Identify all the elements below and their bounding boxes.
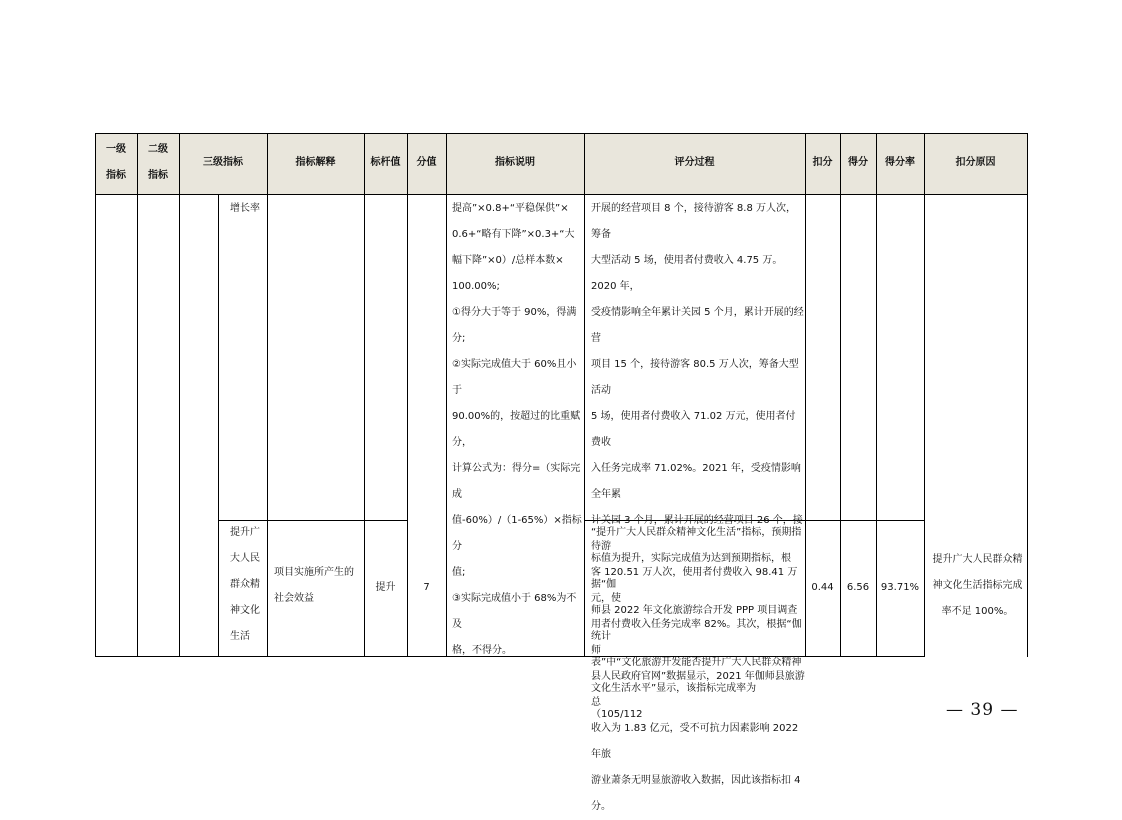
col-border-12 — [924, 133, 925, 657]
header-deduct: 扣分 — [812, 157, 833, 168]
header-reason: 扣分原因 — [955, 157, 996, 168]
row2-scoring-process: “提升广大人民群众精神文化生活”指标，预期指 标值为提升，实际完成值为达到预期指标，根据“伽 师县 2022 年文化旅游综合开发 PPP 项目调查统计 表”中“文化旅游开发能否提升广大人民群众精神 文化生活水平”显示，该指标完成率为（105/112 — [591, 527, 802, 720]
header-explain: 指标解释 — [295, 157, 336, 168]
header-score: 得分 — [848, 157, 868, 168]
table-top-border — [95, 133, 1028, 134]
row2-score-value: 7 — [423, 582, 430, 593]
page-number: — 39 — — [946, 700, 1019, 720]
row1-scoring-process: 开展的经营项目 8 个，接待游客 8.8 万人次，筹备 大型活动 5 场，使用者付费收入 4.75 万。2020 年， 受疫情影响全年累计关园 5 个月，累计开展的经营 项目 15 个，接待游客 80.5 万人次，筹备大型活动 5 场，使用者付费收入 71.02 万元，使用者付费收 入任务完成率 71.02%。2021 年，受疫情影响全年累 计关园 3 个月，累计开展的经营项目 26 个，接待游 客 120.51 万人次，使用者付费收入 98.41 万元，使 用者付费收入任务完成率 82%。其次，根据“伽师 县人民政府官网”数据显示，2021 年伽师县旅游总 收入为 1.83 亿元，受不可抗力因素影响 2022 年旅 游业萧条无明显旅游收入数据，因此该指标扣 4 分。 — [591, 203, 805, 812]
header-rate: 得分率 — [885, 157, 915, 168]
col-border-0 — [95, 133, 96, 657]
row2-rate: 93.71% — [880, 582, 920, 593]
header-level1: 一级 指标 — [106, 144, 126, 181]
row2-deduct: 0.44 — [811, 582, 834, 593]
header-scoring-process: 评分过程 — [674, 157, 715, 168]
row2-explain: 项目实施所产生的 社会效益 — [274, 567, 354, 604]
row1-description: 提高”×0.8+“平稳保供”× 0.6+“略有下降”×0.3+“大 幅下降”×0）/总样本数× 100.00%; ①得分大于等于 90%，得满分; ②实际完成值大于 60%且小于 90.00%的，按超过的比重赋分， 计算公式为：得分=（实际完成 值-60%）/（1-65%）×指标分 值; ③实际完成值小于 68%为不及 格，不得分。 — [452, 203, 582, 656]
header-level3: 三级指标 — [203, 157, 243, 168]
header-bottom-border — [95, 194, 1028, 195]
row2-reason: 提升广大人民群众精 神文化生活指标完成 率不足 100%。 — [932, 554, 1023, 617]
col-border-4 — [267, 133, 268, 657]
row1-level3: 增长率 — [230, 203, 260, 214]
header-level2: 二级 指标 — [148, 144, 168, 181]
col-border-7 — [446, 133, 447, 657]
header-description: 指标说明 — [495, 157, 535, 168]
col-border-2 — [179, 133, 180, 657]
col-border-1 — [137, 133, 138, 657]
row2-score: 6.56 — [846, 582, 870, 593]
row2-level3: 提升广 大人民 群众精 神文化 生活 — [230, 527, 260, 642]
header-score-value: 分值 — [416, 157, 437, 168]
col-border-3 — [218, 194, 219, 657]
header-benchmark: 标杆值 — [370, 157, 401, 168]
col-border-13 — [1027, 133, 1028, 657]
row2-benchmark: 提升 — [375, 582, 396, 593]
